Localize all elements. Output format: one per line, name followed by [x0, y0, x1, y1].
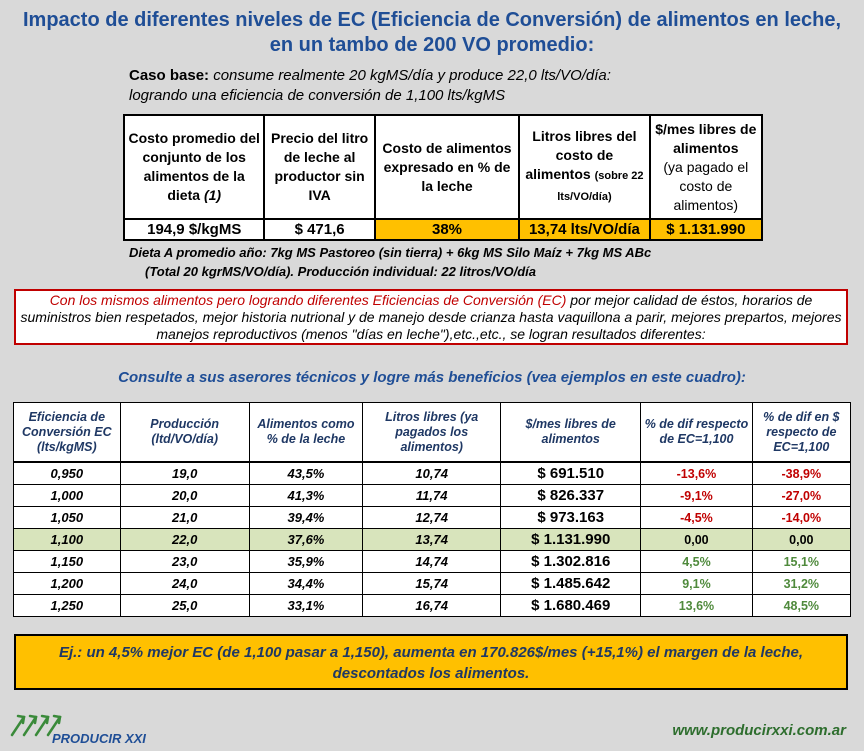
page-title [0, 8, 864, 58]
red-note-highlight: Con los mismos alimentos pero logrando diferentes Eficiencias de Conversión (EC) [49, 292, 567, 308]
summary-value-mes: $ 1.131.990 [650, 219, 762, 240]
ec-cell-1: 21,0 [120, 507, 249, 529]
ec-cell-4: $ 1.131.990 [501, 529, 641, 551]
ec-table-row [14, 551, 851, 573]
website-url[interactable]: www.producirxxi.com.ar [672, 722, 846, 739]
ec-table-row [14, 573, 851, 595]
ec-cell-5: -4,5% [641, 507, 752, 529]
ec-cell-4: $ 1.485.642 [501, 573, 641, 595]
ec-cell-3: 16,74 [363, 595, 501, 617]
ec-header-5: % de dif respecto de EC=1,100 [641, 403, 752, 463]
ec-cell-0: 1,150 [14, 551, 121, 573]
ec-cell-5: 9,1% [641, 573, 752, 595]
ec-cell-4: $ 691.510 [501, 462, 641, 485]
ec-cell-1: 25,0 [120, 595, 249, 617]
ec-cell-0: 1,000 [14, 485, 121, 507]
ec-table-row [14, 595, 851, 617]
ec-cell-6: -14,0% [752, 507, 850, 529]
ec-cell-0: 1,250 [14, 595, 121, 617]
ec-cell-6: 15,1% [752, 551, 850, 573]
ec-header-2: Alimentos como % de la leche [249, 403, 363, 463]
ec-cell-1: 22,0 [120, 529, 249, 551]
ec-table-header-row [14, 403, 851, 463]
ec-cell-6: -27,0% [752, 485, 850, 507]
example-box: Ej.: un 4,5% mejor EC (de 1,100 pasar a 1,150), aumenta en 170.826$/mes (+15,1%) el margen de la leche, descontados los alimentos. [14, 634, 848, 690]
ec-cell-5: 4,5% [641, 551, 752, 573]
ec-cell-6: -38,9% [752, 462, 850, 485]
ec-cell-1: 24,0 [120, 573, 249, 595]
ec-cell-0: 0,950 [14, 462, 121, 485]
ec-header-1: Producción (ltd/VO/día) [120, 403, 249, 463]
dieta-line-2: (Total 20 kgrMS/VO/día). Producción individual: 22 litros/VO/día [145, 264, 537, 279]
ec-table-row [14, 485, 851, 507]
ec-cell-3: 11,74 [363, 485, 501, 507]
logo-text: PRODUCIR XXI [52, 731, 146, 746]
summary-value-precio: $ 471,6 [264, 219, 374, 240]
ec-cell-5: -9,1% [641, 485, 752, 507]
ec-cell-0: 1,050 [14, 507, 121, 529]
summary-header-costo: Costo promedio del conjunto de los alimentos de la dieta (1) [124, 115, 264, 219]
ec-cell-4: $ 973.163 [501, 507, 641, 529]
ec-cell-3: 15,74 [363, 573, 501, 595]
ec-cell-3: 10,74 [363, 462, 501, 485]
caso-base [129, 66, 611, 106]
ec-cell-5: -13,6% [641, 462, 752, 485]
consulte-heading: Consulte a sus aserores técnicos y logre más beneficios (vea ejemplos en este cuadro): [118, 369, 746, 386]
summary-header-costo-pct: Costo de alimentos expresado en % de la leche [375, 115, 519, 219]
ec-cell-2: 41,3% [249, 485, 363, 507]
ec-cell-1: 23,0 [120, 551, 249, 573]
ec-cell-2: 39,4% [249, 507, 363, 529]
caso-base-label: Caso base: [129, 67, 210, 84]
summary-value-litros: 13,74 lts/VO/día [519, 219, 649, 240]
ec-cell-6: 48,5% [752, 595, 850, 617]
summary-value-costo: 194,9 $/kgMS [124, 219, 264, 240]
summary-header-litros: Litros libres del costo de alimentos (sobre 22 lts/VO/día) [519, 115, 649, 219]
ec-table [13, 402, 851, 617]
ec-cell-6: 0,00 [752, 529, 850, 551]
ec-cell-5: 0,00 [641, 529, 752, 551]
ec-header-6: % de dif en $ respecto de EC=1,100 [752, 403, 850, 463]
title-line-1: Impacto de diferentes niveles de EC (Eficiencia de Conversión) de alimentos en leche, [22, 9, 842, 31]
ec-cell-3: 12,74 [363, 507, 501, 529]
ec-header-4: $/mes libres de alimentos [501, 403, 641, 463]
ec-cell-2: 33,1% [249, 595, 363, 617]
ec-cell-2: 37,6% [249, 529, 363, 551]
ec-cell-1: 19,0 [120, 462, 249, 485]
ec-header-3: Litros libres (ya pagados los alimentos) [363, 403, 501, 463]
summary-value-costo-pct: 38% [375, 219, 519, 240]
title-line-2: en un tambo de 200 VO promedio: [269, 34, 595, 56]
ec-cell-4: $ 1.680.469 [501, 595, 641, 617]
red-note-box [14, 289, 848, 345]
ec-cell-3: 13,74 [363, 529, 501, 551]
ec-table-row [14, 507, 851, 529]
ec-cell-2: 34,4% [249, 573, 363, 595]
summary-header-mes: $/mes libres de alimentos (ya pagado el costo de alimentos) [650, 115, 762, 219]
ec-cell-3: 14,74 [363, 551, 501, 573]
ec-cell-2: 35,9% [249, 551, 363, 573]
ec-cell-5: 13,6% [641, 595, 752, 617]
ec-cell-4: $ 1.302.816 [501, 551, 641, 573]
ec-table-row [14, 462, 851, 485]
summary-header-precio: Precio del litro de leche al productor sin IVA [264, 115, 374, 219]
ec-header-0: Eficiencia de Conversión EC (lts/kgMS) [14, 403, 121, 463]
producir-xxi-logo [8, 707, 158, 747]
caso-base-text-2: logrando una eficiencia de conversión de 1,100 lts/kgMS [129, 87, 506, 104]
summary-table [123, 114, 763, 241]
ec-cell-0: 1,200 [14, 573, 121, 595]
ec-cell-0: 1,100 [14, 529, 121, 551]
ec-cell-2: 43,5% [249, 462, 363, 485]
red-note-text: por mejor calidad de éstos, horarios de suministros bien respetados, mejor historia nutrional y de manejo desde crianza hasta vaquillona a parir, mejores prepartos, mejores manejos reproductivos (menos "días en leche"),etc.,etc., se logran resultados diferentes: [20, 292, 842, 342]
ec-cell-6: 31,2% [752, 573, 850, 595]
ec-cell-4: $ 826.337 [501, 485, 641, 507]
caso-base-text-1: consume realmente 20 kgMS/día y produce 22,0 lts/VO/día: [209, 67, 611, 84]
dieta-line-1: Dieta A promedio año: 7kg MS Pastoreo (sin tierra) + 6kg MS Silo Maíz + 7kg MS ABc [129, 245, 652, 260]
ec-cell-1: 20,0 [120, 485, 249, 507]
ec-table-row [14, 529, 851, 551]
